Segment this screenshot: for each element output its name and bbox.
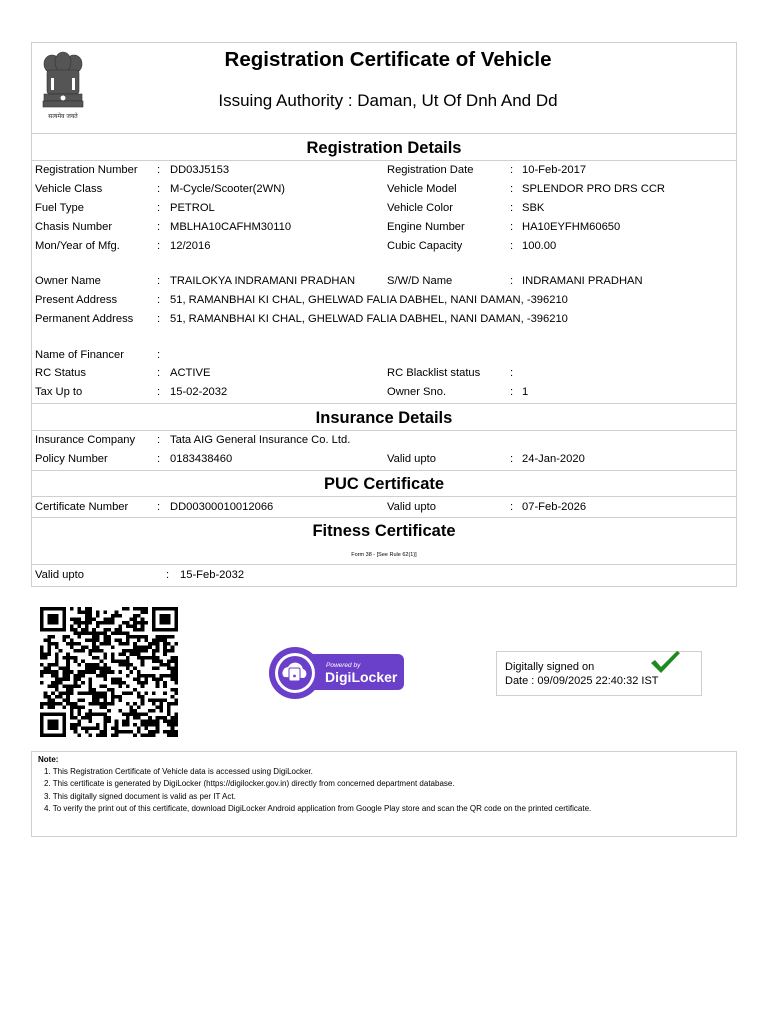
vehicle-model-value: SPLENDOR PRO DRS CCR [522, 183, 665, 195]
sep: : [157, 501, 161, 513]
fuel-type-label: Fuel Type [35, 202, 84, 214]
owner-name-label: Owner Name [35, 275, 101, 287]
policy-number-value: 0183438460 [170, 453, 233, 465]
signature-date: Date : 09/09/2025 22:40:32 IST [505, 675, 659, 687]
note-item: 3. This digitally signed document is valid as per IT Act. [44, 792, 236, 801]
sep: : [157, 386, 161, 398]
issuing-authority: Issuing Authority : Daman, Ut Of Dnh And Dd [218, 91, 558, 110]
sep: : [157, 240, 161, 252]
present-address-value: 51, RAMANBHAI KI CHAL, GHELWAD FALIA DABHEL, NANI DAMAN, -396210 [170, 294, 568, 306]
rc-blacklist-label: RC Blacklist status [387, 367, 481, 379]
signature-line-1: Digitally signed on [505, 661, 595, 673]
sep: : [157, 275, 161, 287]
fitness-heading: Fitness Certificate [312, 522, 456, 540]
sep: : [510, 164, 514, 176]
sep: : [157, 202, 161, 214]
vehicle-color-value: SBK [522, 202, 545, 214]
fuel-type-value: PETROL [170, 202, 215, 214]
permanent-address-label: Permanent Address [35, 313, 134, 325]
cubic-capacity-value: 100.00 [522, 240, 557, 252]
engine-number-label: Engine Number [387, 221, 465, 233]
sep: : [510, 501, 514, 513]
digilocker-logo [268, 646, 406, 700]
divider [31, 403, 737, 404]
swd-name-label: S/W/D Name [387, 275, 453, 287]
puc-cert-value: DD00300010012066 [170, 501, 274, 513]
insurance-company-value: Tata AIG General Insurance Co. Ltd. [170, 434, 351, 446]
digilocker-brand-text: DigiLocker [325, 669, 398, 685]
sep: : [157, 313, 161, 325]
divider [31, 133, 737, 134]
sep: : [157, 367, 161, 379]
sep: : [510, 183, 514, 195]
rc-status-label: RC Status [35, 367, 86, 379]
vehicle-class-value: M-Cycle/Scooter(2WN) [170, 183, 285, 195]
insurance-heading: Insurance Details [315, 409, 453, 427]
sep: : [157, 349, 161, 361]
financer-label: Name of Financer [35, 349, 124, 361]
notes-heading: Note: [38, 755, 59, 764]
mfg-date-label: Mon/Year of Mfg. [35, 240, 120, 252]
sep: : [510, 202, 514, 214]
registration-heading: Registration Details [306, 139, 462, 157]
sep: : [157, 434, 161, 446]
reg-number-value: DD03J5153 [170, 164, 230, 176]
sep: : [166, 569, 170, 581]
owner-name-value: TRAILOKYA INDRAMANI PRADHAN [170, 275, 356, 287]
vehicle-class-label: Vehicle Class [35, 183, 103, 195]
rc-status-value: ACTIVE [170, 367, 211, 379]
sep: : [157, 164, 161, 176]
puc-valid-value: 07-Feb-2026 [522, 501, 587, 513]
insurance-valid-label: Valid upto [387, 453, 436, 465]
tax-upto-label: Tax Up to [35, 386, 83, 398]
puc-heading: PUC Certificate [323, 475, 445, 493]
puc-valid-label: Valid upto [387, 501, 436, 513]
sep: : [510, 240, 514, 252]
tax-upto-value: 15-02-2032 [170, 386, 228, 398]
divider [31, 496, 737, 497]
digital-signature-box [496, 651, 702, 696]
swd-name-value: INDRAMANI PRADHAN [522, 275, 643, 287]
national-emblem-logo [38, 50, 88, 122]
reg-number-label: Registration Number [35, 164, 138, 176]
fitness-valid-label: Valid upto [35, 569, 84, 581]
divider [31, 517, 737, 518]
note-item: 4. To verify the print out of this certificate, download DigiLocker Android application from Google Play store and scan the QR code on the printed certificate. [44, 804, 592, 813]
notes-box [31, 751, 737, 837]
qr-code [40, 607, 178, 737]
reg-date-label: Registration Date [387, 164, 474, 176]
emblem-motto: सत्यमेव जयते [48, 113, 78, 120]
sep: : [510, 367, 514, 379]
policy-number-label: Policy Number [35, 453, 108, 465]
sep: : [157, 221, 161, 233]
fitness-form-note: Form 38 - [See Rule 62(1)] [351, 552, 417, 558]
sep: : [157, 453, 161, 465]
powered-by-text: Powered by [326, 662, 361, 669]
engine-number-value: HA10EYFHM60650 [522, 221, 621, 233]
reg-date-value: 10-Feb-2017 [522, 164, 587, 176]
divider [31, 160, 737, 161]
vehicle-color-label: Vehicle Color [387, 202, 453, 214]
vehicle-model-label: Vehicle Model [387, 183, 457, 195]
chasis-number-value: MBLHA10CAFHM30110 [170, 221, 292, 233]
cubic-capacity-label: Cubic Capacity [387, 240, 463, 252]
sep: : [510, 386, 514, 398]
chasis-number-label: Chasis Number [35, 221, 113, 233]
permanent-address-value: 51, RAMANBHAI KI CHAL, GHELWAD FALIA DABHEL, NANI DAMAN, -396210 [170, 313, 568, 325]
sep: : [157, 183, 161, 195]
insurance-valid-value: 24-Jan-2020 [522, 453, 585, 465]
sep: : [510, 221, 514, 233]
divider [31, 564, 737, 565]
fitness-valid-value: 15-Feb-2032 [180, 569, 245, 581]
insurance-company-label: Insurance Company [35, 434, 136, 446]
divider [31, 430, 737, 431]
present-address-label: Present Address [35, 294, 118, 306]
puc-cert-label: Certificate Number [35, 501, 129, 513]
checkmark-icon [649, 649, 681, 675]
owner-sno-value: 1 [522, 386, 529, 398]
note-item: 2. This certificate is generated by DigiLocker (https://digilocker.gov.in) directly from concerned department database. [44, 779, 455, 788]
note-item: 1. This Registration Certificate of Vehicle data is accessed using DigiLocker. [44, 767, 313, 776]
divider [31, 470, 737, 471]
owner-sno-label: Owner Sno. [387, 386, 447, 398]
sep: : [510, 453, 514, 465]
page-title: Registration Certificate of Vehicle [224, 48, 552, 71]
sep: : [510, 275, 514, 287]
mfg-date-value: 12/2016 [170, 240, 211, 252]
sep: : [157, 294, 161, 306]
